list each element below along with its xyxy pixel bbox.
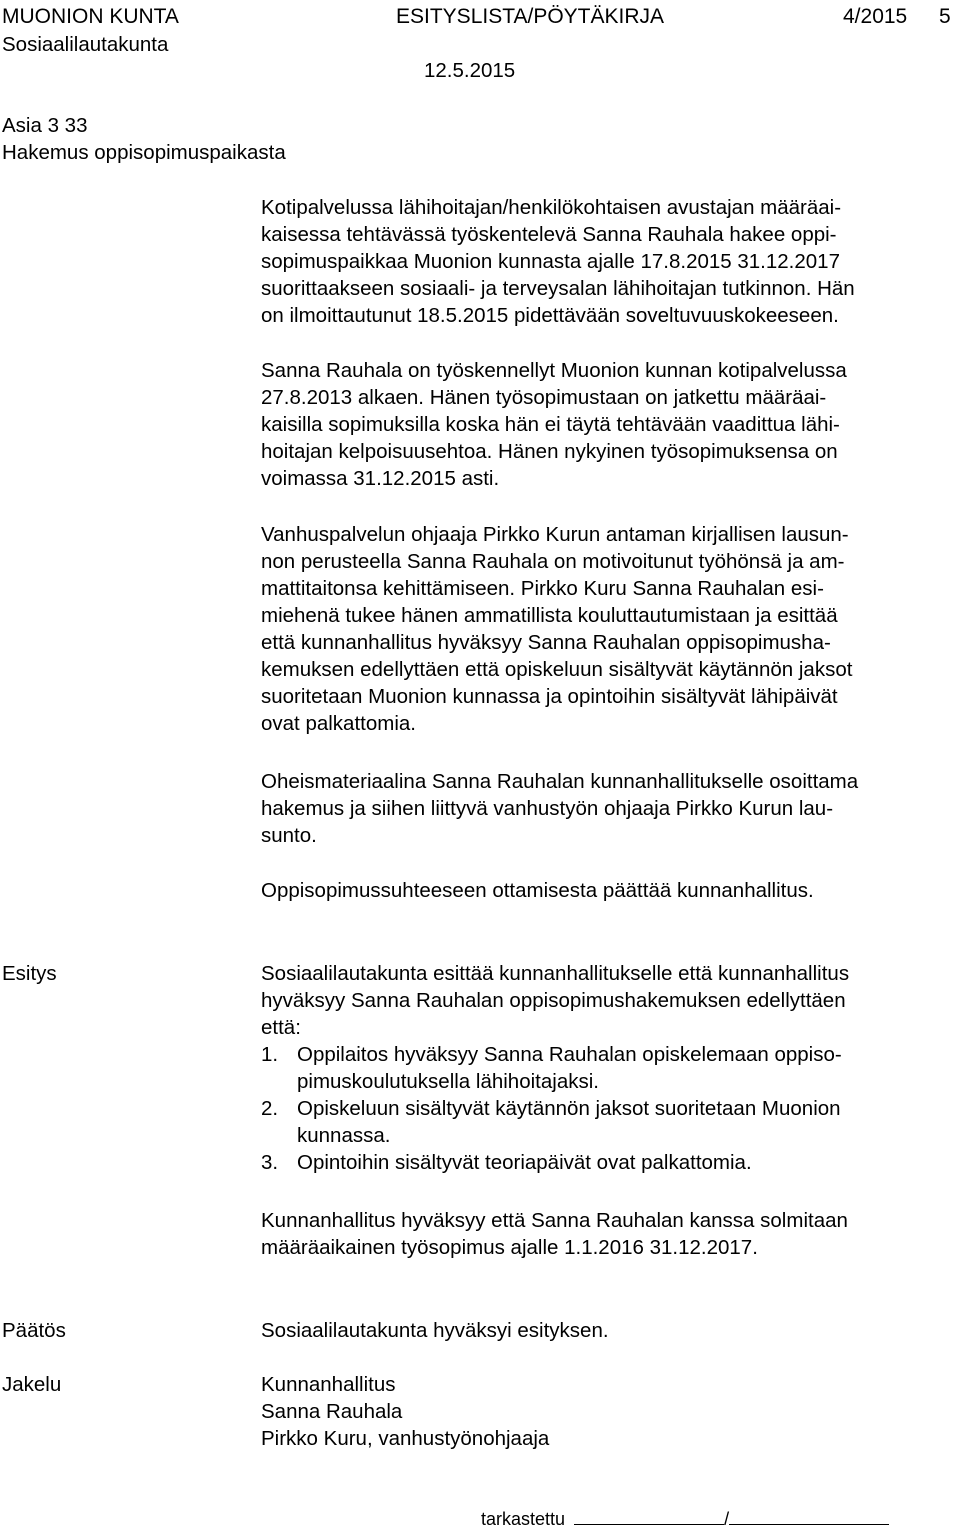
jakelu-recipients xyxy=(261,1371,549,1452)
paatos-label: Päätös xyxy=(2,1319,66,1342)
document-number: 4/2015 xyxy=(843,5,908,28)
paragraph-decision-maker: Oppisopimussuhteeseen ottamisesta päättää kunnanhallitus. xyxy=(261,879,814,902)
paragraph-statement: Vanhuspalvelun ohjaaja Pirkko Kurun antaman kirjallisen lausun- non perusteella Sanna Rauhala on motivoitunut työhönsä ja am- mattitaitonsa kehittämiseen. Pirkko Kuru Sanna Rauhalan esi- miehenä tukee hänen ammatillista kouluttautumistaan ja esittää että kunnanhallitus hyväksyy Sanna Rauhalan oppisopimusha- kemuksen edellyttäen että opiskeluun sisältyvät käytännön jaksot suoritetaan Muonion kunnassa ja opintoihin sisältyvät lähipäivät ovat palkattomia. xyxy=(261,523,853,735)
footer-checked xyxy=(481,1508,889,1530)
document-type: ESITYSLISTA/PÖYTÄKIRJA xyxy=(396,5,665,28)
list-item: 2. Opiskeluun sisältyvät käytännön jaksot suoritetaan Muonion kunnassa. xyxy=(261,1097,841,1147)
signature-line-1 xyxy=(574,1524,724,1525)
committee-name: Sosiaalilautakunta xyxy=(2,33,169,56)
checked-label: tarkastettu xyxy=(481,1509,566,1529)
page-number: 5 xyxy=(939,5,951,28)
esitys-label: Esitys xyxy=(2,962,57,985)
recipient: Sanna Rauhala xyxy=(261,1400,403,1423)
item-number: Asia 3 33 xyxy=(2,114,88,137)
paatos-text: Sosiaalilautakunta hyväksyi esityksen. xyxy=(261,1319,609,1342)
list-item: 3. Opintoihin sisältyvät teoriapäivät ovat palkattomia. xyxy=(261,1151,752,1174)
paragraph-attachments: Oheismateriaalina Sanna Rauhalan kunnanhallitukselle osoittama hakemus ja siihen liittyvä vanhustyön ohjaaja Pirkko Kurun lau- sunto. xyxy=(261,770,859,847)
municipality-name: MUONION KUNTA xyxy=(2,5,179,28)
meeting-date: 12.5.2015 xyxy=(424,59,516,82)
esitys-closing: Kunnanhallitus hyväksyy että Sanna Rauhalan kanssa solmitaan määräaikainen työsopimus ajalle 1.1.2016 31.12.2017. xyxy=(261,1209,848,1259)
list-item: 1. Oppilaitos hyväksyy Sanna Rauhalan opiskelemaan oppiso- pimuskoulutuksella lähihoitajaksi. xyxy=(261,1043,842,1093)
signature-line-2 xyxy=(729,1524,889,1525)
paragraph-employment: Sanna Rauhala on työskennellyt Muonion kunnan kotipalvelussa 27.8.2013 alkaen. Hänen työsopimustaan on jatkettu määräai- kaisilla sopimuksilla koska hän ei täytä tehtävään vaadittua lähi- hoitajan kelpoisuusehtoa. Hänen nykyinen työsopimuksensa on voimassa 31.12.2015 asti. xyxy=(261,359,847,490)
item-title: Hakemus oppisopimuspaikasta xyxy=(2,141,286,164)
signature-separator: / xyxy=(724,1509,730,1529)
recipient: Pirkko Kuru, vanhustyönohjaaja xyxy=(261,1427,550,1450)
esitys-text: Sosiaalilautakunta esittää kunnanhallitukselle että kunnanhallitus hyväksyy Sanna Rauhalan oppisopimushakemuksen edellyttäen että: 1. Oppilaitos hyväksyy Sanna Rauhalan opiskelemaan oppiso- pimuskoulutuksella lähihoitajaksi. 2. Opiskeluun sisältyvät käytännön jaksot suoritetaan Muonion kunnassa. 3. Opintoihin sisältyvät teoriapäivät ovat palkattomia. xyxy=(261,962,850,1174)
paragraph-application: Kotipalvelussa lähihoitajan/henkilökohtaisen avustajan määräai- kaisessa tehtävässä työskentelevä Sanna Rauhala hakee oppi- sopimuspaikkaa Muonion kunnasta ajalle 17.8.2015 31.12.2017 suorittaakseen sosiaali- ja terveysalan lähihoitajan tutkinnon. Hän on ilmoittautunut 18.5.2015 pidettävään soveltuvuuskokeeseen. xyxy=(261,196,855,327)
esitys-conditions-list xyxy=(261,1041,849,1176)
recipient: Kunnanhallitus xyxy=(261,1373,396,1396)
jakelu-label: Jakelu xyxy=(2,1373,62,1396)
